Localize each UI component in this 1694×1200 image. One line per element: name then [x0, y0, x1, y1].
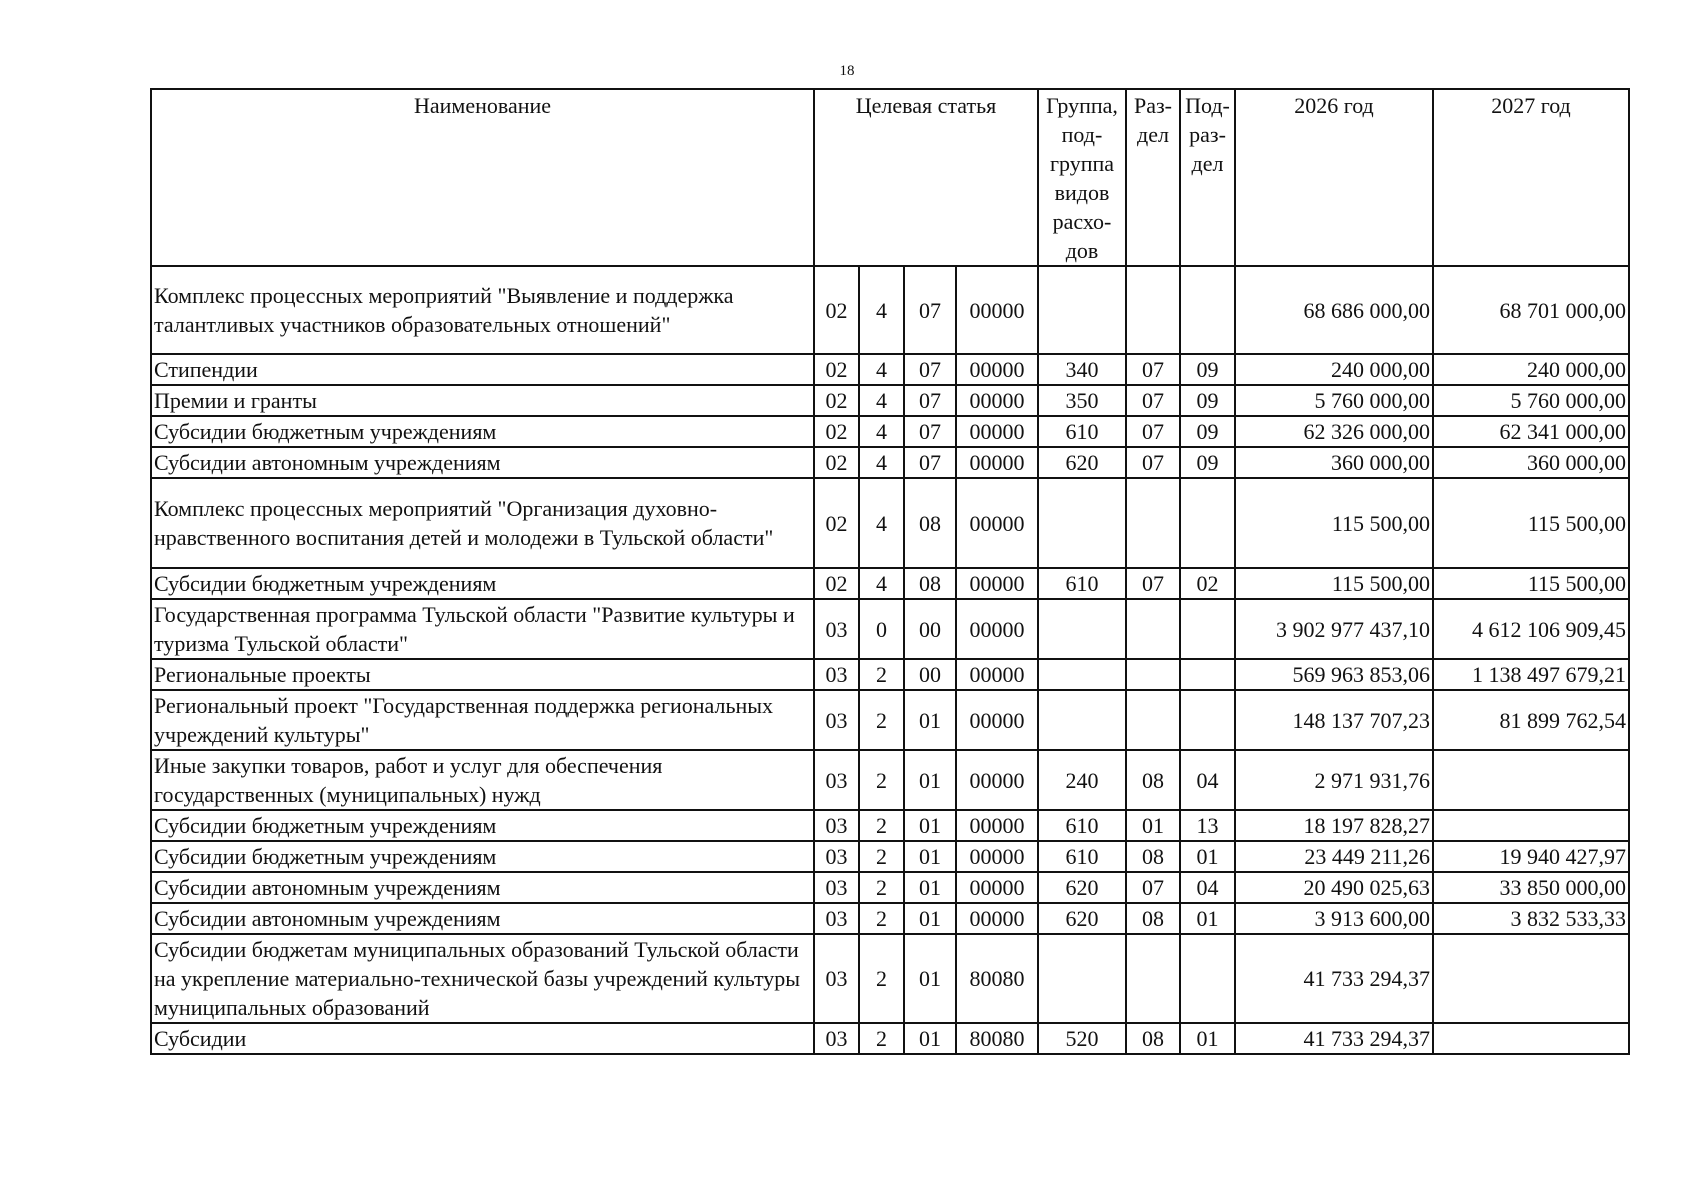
row-amount-2026: 41 733 294,37 [1235, 934, 1433, 1023]
row-amount-2027: 5 760 000,00 [1433, 385, 1629, 416]
row-amount-2026: 20 490 025,63 [1235, 872, 1433, 903]
table-row [151, 599, 1629, 659]
row-name: Субсидии бюджетам муниципальных образований Тульской области на укрепление материально-технической базы учреждений культуры муниципальных образований [151, 934, 814, 1023]
row-subsection: 13 [1180, 810, 1235, 841]
table-row [151, 354, 1629, 385]
row-code-program: 03 [814, 1023, 859, 1054]
row-section: 08 [1126, 1023, 1180, 1054]
row-section: 07 [1126, 872, 1180, 903]
row-subsection: 04 [1180, 872, 1235, 903]
row-code-type: 4 [859, 266, 904, 354]
row-name: Субсидии автономным учреждениям [151, 903, 814, 934]
row-section: 08 [1126, 750, 1180, 810]
row-amount-2026: 41 733 294,37 [1235, 1023, 1433, 1054]
row-code-direction: 00000 [956, 266, 1038, 354]
row-section [1126, 478, 1180, 568]
row-subsection [1180, 690, 1235, 750]
row-code-structural: 01 [904, 810, 956, 841]
header-name [151, 89, 814, 266]
row-amount-2027: 68 701 000,00 [1433, 266, 1629, 354]
row-group: 610 [1038, 841, 1126, 872]
row-group: 620 [1038, 447, 1126, 478]
row-name: Иные закупки товаров, работ и услуг для обеспечения государственных (муниципальных) нужд [151, 750, 814, 810]
row-amount-2026: 3 902 977 437,10 [1235, 599, 1433, 659]
table-row [151, 659, 1629, 690]
row-group: 240 [1038, 750, 1126, 810]
row-amount-2026: 360 000,00 [1235, 447, 1433, 478]
row-group: 610 [1038, 810, 1126, 841]
row-amount-2026: 3 913 600,00 [1235, 903, 1433, 934]
row-subsection [1180, 478, 1235, 568]
row-amount-2027 [1433, 810, 1629, 841]
table-row [151, 568, 1629, 599]
row-code-direction: 80080 [956, 934, 1038, 1023]
row-code-type: 4 [859, 416, 904, 447]
row-subsection [1180, 659, 1235, 690]
row-subsection: 02 [1180, 568, 1235, 599]
row-amount-2027: 115 500,00 [1433, 478, 1629, 568]
table-row [151, 841, 1629, 872]
row-subsection [1180, 599, 1235, 659]
row-name: Субсидии автономным учреждениям [151, 447, 814, 478]
row-section: 07 [1126, 385, 1180, 416]
row-code-type: 2 [859, 872, 904, 903]
header-group-line: под- [1061, 122, 1103, 147]
row-amount-2026: 18 197 828,27 [1235, 810, 1433, 841]
row-amount-2027: 62 341 000,00 [1433, 416, 1629, 447]
row-amount-2027: 1 138 497 679,21 [1433, 659, 1629, 690]
header-group-line: группа [1049, 151, 1115, 176]
row-group [1038, 659, 1126, 690]
row-code-structural: 07 [904, 266, 956, 354]
header-subsection-line: дел [1191, 151, 1224, 176]
row-code-program: 02 [814, 416, 859, 447]
row-code-direction: 00000 [956, 690, 1038, 750]
row-group: 520 [1038, 1023, 1126, 1054]
row-code-program: 02 [814, 568, 859, 599]
row-amount-2027 [1433, 934, 1629, 1023]
row-code-structural: 01 [904, 934, 956, 1023]
header-subsection-line: раз- [1189, 122, 1226, 147]
row-name: Комплекс процессных мероприятий "Выявление и поддержка талантливых участников образовательных отношений" [151, 266, 814, 354]
row-section [1126, 599, 1180, 659]
table-row [151, 447, 1629, 478]
row-amount-2027: 360 000,00 [1433, 447, 1629, 478]
header-target-article [814, 89, 1038, 266]
row-subsection: 04 [1180, 750, 1235, 810]
row-code-program: 03 [814, 599, 859, 659]
table-row [151, 416, 1629, 447]
row-amount-2027 [1433, 750, 1629, 810]
row-subsection: 01 [1180, 841, 1235, 872]
row-section: 07 [1126, 447, 1180, 478]
row-amount-2026: 148 137 707,23 [1235, 690, 1433, 750]
row-group [1038, 478, 1126, 568]
row-name: Стипендии [151, 354, 814, 385]
row-group: 610 [1038, 416, 1126, 447]
row-name: Субсидии бюджетным учреждениям [151, 416, 814, 447]
row-code-type: 4 [859, 568, 904, 599]
row-group: 610 [1038, 568, 1126, 599]
row-code-structural: 00 [904, 599, 956, 659]
row-amount-2026: 115 500,00 [1235, 568, 1433, 599]
row-section: 08 [1126, 903, 1180, 934]
row-code-direction: 00000 [956, 385, 1038, 416]
header-group-line: расхо- [1052, 209, 1112, 234]
header-subsection-line: Под- [1185, 93, 1230, 118]
row-code-structural: 07 [904, 447, 956, 478]
row-code-direction: 00000 [956, 568, 1038, 599]
row-section: 08 [1126, 841, 1180, 872]
row-code-type: 4 [859, 478, 904, 568]
row-subsection: 09 [1180, 354, 1235, 385]
row-amount-2027: 240 000,00 [1433, 354, 1629, 385]
row-amount-2027: 19 940 427,97 [1433, 841, 1629, 872]
row-amount-2026: 68 686 000,00 [1235, 266, 1433, 354]
table-row [151, 934, 1629, 1023]
header-group-line: дов [1065, 238, 1099, 263]
row-group: 620 [1038, 872, 1126, 903]
row-group: 340 [1038, 354, 1126, 385]
row-code-structural: 01 [904, 903, 956, 934]
header-group [1038, 89, 1126, 266]
table-header [151, 89, 1629, 266]
header-section-line: дел [1137, 122, 1169, 147]
row-name: Региональные проекты [151, 659, 814, 690]
row-code-type: 2 [859, 1023, 904, 1054]
row-code-structural: 00 [904, 659, 956, 690]
header-target-article-label: Целевая статья [855, 93, 997, 118]
table-row [151, 750, 1629, 810]
header-year-2026 [1235, 89, 1433, 266]
row-subsection: 09 [1180, 385, 1235, 416]
row-group: 620 [1038, 903, 1126, 934]
row-amount-2026: 2 971 931,76 [1235, 750, 1433, 810]
header-section [1126, 89, 1180, 266]
row-section [1126, 934, 1180, 1023]
table-row [151, 690, 1629, 750]
row-name: Региональный проект "Государственная поддержка региональных учреждений культуры" [151, 690, 814, 750]
row-code-direction: 80080 [956, 1023, 1038, 1054]
header-section-line: Раз- [1133, 93, 1173, 118]
row-section: 07 [1126, 416, 1180, 447]
row-subsection: 01 [1180, 1023, 1235, 1054]
row-code-type: 2 [859, 750, 904, 810]
row-name: Субсидии бюджетным учреждениям [151, 841, 814, 872]
row-section: 07 [1126, 354, 1180, 385]
budget-table [150, 88, 1630, 1055]
header-year-2026-label: 2026 год [1294, 93, 1374, 118]
row-code-structural: 01 [904, 1023, 956, 1054]
page-number [0, 62, 1694, 80]
row-code-direction: 00000 [956, 841, 1038, 872]
page-number-text: 18 [839, 63, 855, 79]
row-name: Субсидии бюджетным учреждениям [151, 810, 814, 841]
row-amount-2027: 81 899 762,54 [1433, 690, 1629, 750]
row-code-structural: 07 [904, 385, 956, 416]
row-amount-2026: 62 326 000,00 [1235, 416, 1433, 447]
row-code-structural: 07 [904, 354, 956, 385]
row-code-program: 03 [814, 934, 859, 1023]
row-code-type: 4 [859, 354, 904, 385]
row-group: 350 [1038, 385, 1126, 416]
table-row [151, 872, 1629, 903]
row-code-structural: 01 [904, 841, 956, 872]
row-group [1038, 599, 1126, 659]
row-name: Премии и гранты [151, 385, 814, 416]
row-code-structural: 08 [904, 478, 956, 568]
table-row [151, 266, 1629, 354]
row-code-program: 03 [814, 810, 859, 841]
header-year-2027 [1433, 89, 1629, 266]
row-code-direction: 00000 [956, 659, 1038, 690]
row-code-direction: 00000 [956, 447, 1038, 478]
row-code-type: 2 [859, 934, 904, 1023]
row-code-type: 2 [859, 903, 904, 934]
row-code-type: 0 [859, 599, 904, 659]
row-code-direction: 00000 [956, 872, 1038, 903]
row-section [1126, 659, 1180, 690]
row-code-type: 2 [859, 841, 904, 872]
row-code-structural: 07 [904, 416, 956, 447]
row-code-program: 03 [814, 690, 859, 750]
row-amount-2027: 4 612 106 909,45 [1433, 599, 1629, 659]
row-code-program: 02 [814, 354, 859, 385]
row-amount-2026: 569 963 853,06 [1235, 659, 1433, 690]
row-code-structural: 01 [904, 690, 956, 750]
row-code-type: 2 [859, 659, 904, 690]
row-subsection: 09 [1180, 416, 1235, 447]
row-code-program: 02 [814, 266, 859, 354]
row-code-type: 4 [859, 447, 904, 478]
row-name: Государственная программа Тульской области "Развитие культуры и туризма Тульской области" [151, 599, 814, 659]
row-group [1038, 690, 1126, 750]
row-code-direction: 00000 [956, 810, 1038, 841]
row-section: 01 [1126, 810, 1180, 841]
row-code-program: 02 [814, 447, 859, 478]
table-row [151, 1023, 1629, 1054]
row-group [1038, 934, 1126, 1023]
row-code-program: 03 [814, 659, 859, 690]
row-amount-2026: 115 500,00 [1235, 478, 1433, 568]
row-code-structural: 01 [904, 872, 956, 903]
row-amount-2026: 23 449 211,26 [1235, 841, 1433, 872]
row-subsection [1180, 934, 1235, 1023]
row-name: Субсидии [151, 1023, 814, 1054]
row-amount-2027: 115 500,00 [1433, 568, 1629, 599]
header-year-2027-label: 2027 год [1491, 93, 1571, 118]
row-amount-2027: 33 850 000,00 [1433, 872, 1629, 903]
row-section [1126, 266, 1180, 354]
row-code-direction: 00000 [956, 478, 1038, 568]
row-code-program: 03 [814, 903, 859, 934]
row-name: Субсидии автономным учреждениям [151, 872, 814, 903]
table-row [151, 810, 1629, 841]
row-code-structural: 01 [904, 750, 956, 810]
row-group [1038, 266, 1126, 354]
row-amount-2027: 3 832 533,33 [1433, 903, 1629, 934]
header-group-line: Группа, [1046, 93, 1118, 118]
row-code-direction: 00000 [956, 903, 1038, 934]
row-code-direction: 00000 [956, 416, 1038, 447]
row-code-program: 03 [814, 872, 859, 903]
row-subsection: 01 [1180, 903, 1235, 934]
row-amount-2027 [1433, 1023, 1629, 1054]
row-subsection [1180, 266, 1235, 354]
row-code-direction: 00000 [956, 599, 1038, 659]
header-name-label: Наименование [413, 93, 552, 118]
table-row [151, 478, 1629, 568]
row-name: Субсидии бюджетным учреждениям [151, 568, 814, 599]
table-row [151, 903, 1629, 934]
row-amount-2026: 240 000,00 [1235, 354, 1433, 385]
row-subsection: 09 [1180, 447, 1235, 478]
header-group-line: видов [1054, 180, 1110, 205]
row-name: Комплекс процессных мероприятий "Организация духовно-нравственного воспитания детей и молодежи в Тульской области" [151, 478, 814, 568]
row-code-program: 03 [814, 841, 859, 872]
row-code-program: 03 [814, 750, 859, 810]
row-code-type: 4 [859, 385, 904, 416]
table-row [151, 385, 1629, 416]
row-code-program: 02 [814, 478, 859, 568]
row-code-direction: 00000 [956, 354, 1038, 385]
row-code-direction: 00000 [956, 750, 1038, 810]
row-code-program: 02 [814, 385, 859, 416]
row-section: 07 [1126, 568, 1180, 599]
row-code-type: 2 [859, 690, 904, 750]
row-code-structural: 08 [904, 568, 956, 599]
header-subsection [1180, 89, 1235, 266]
row-amount-2026: 5 760 000,00 [1235, 385, 1433, 416]
row-section [1126, 690, 1180, 750]
table-body [151, 266, 1629, 1054]
row-code-type: 2 [859, 810, 904, 841]
